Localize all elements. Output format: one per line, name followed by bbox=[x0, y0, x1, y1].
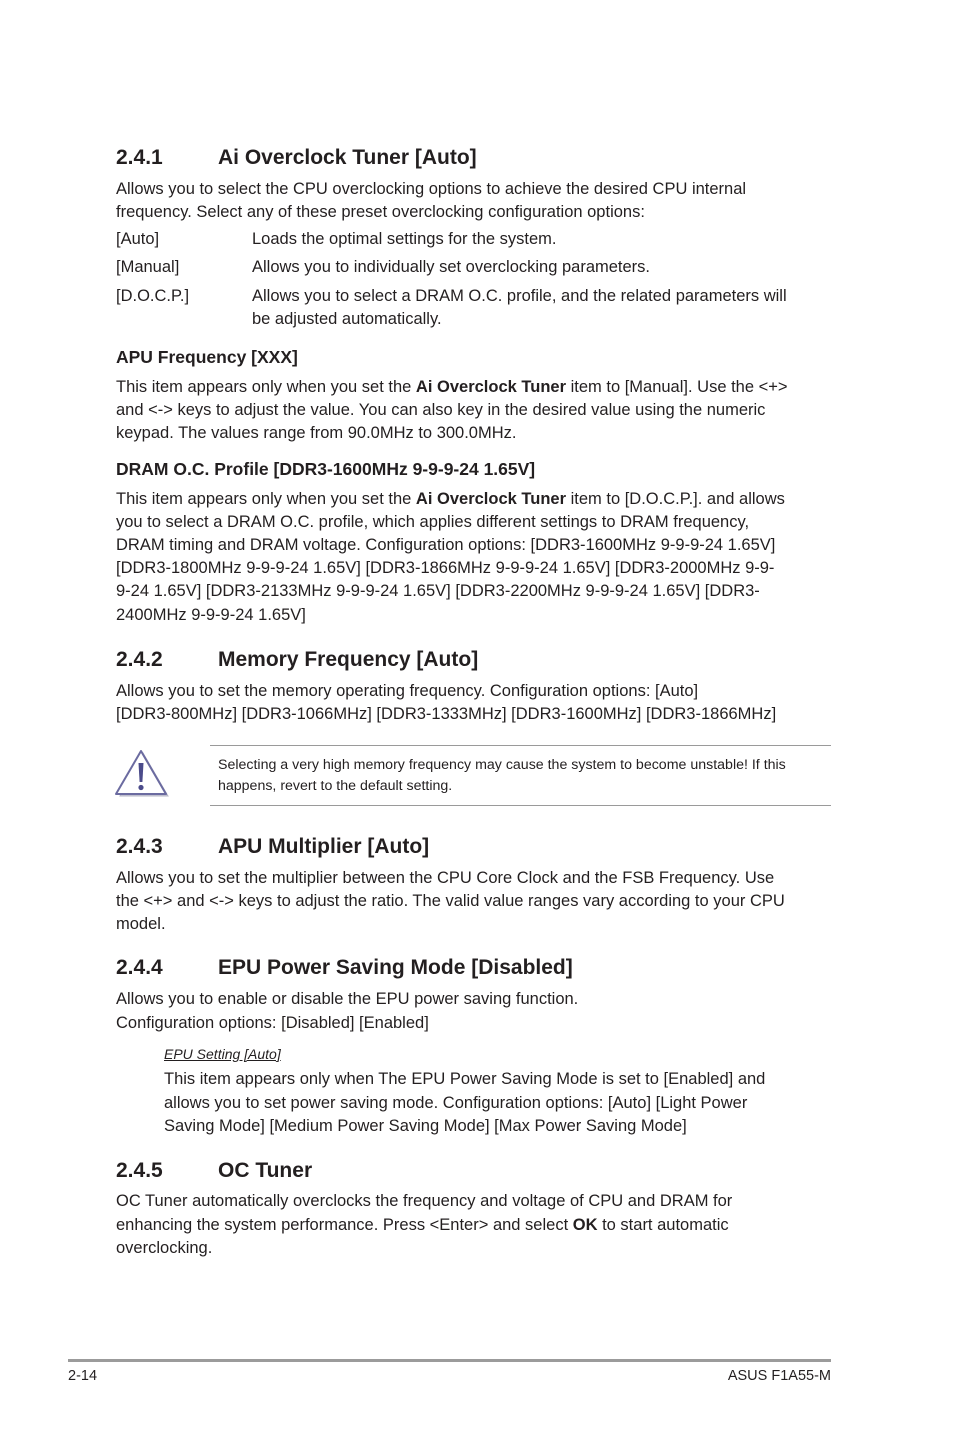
note-line: Selecting a very high memory frequency may cause the system to become unstable! If this bbox=[218, 757, 786, 773]
option-key: [Auto] bbox=[116, 230, 160, 248]
page-number: 2-14 bbox=[68, 1368, 98, 1384]
section-heading-2-4-2 bbox=[116, 648, 478, 672]
option-desc: Allows you to individually set overclocking parameters. bbox=[252, 258, 651, 276]
paragraph-line: keypad. The values range from 90.0MHz to 300.0MHz. bbox=[116, 424, 517, 442]
paragraph-line: the <+> and <-> keys to adjust the ratio. The valid value ranges vary according to your CPU bbox=[116, 892, 785, 910]
product-name: ASUS F1A55-M bbox=[727, 1368, 831, 1384]
subheading-dram-profile: DRAM O.C. Profile [DDR3-1600MHz 9-9-9-24 1.65V] bbox=[116, 459, 536, 479]
section-title: OC Tuner bbox=[218, 1159, 313, 1182]
paragraph-line: This item appears only when you set the Ai Overclock Tuner item to [Manual]. Use the <+> bbox=[116, 378, 788, 396]
option-desc: be adjusted automatically. bbox=[252, 310, 442, 328]
section-number: 2.4.5 bbox=[116, 1159, 163, 1182]
section-title: APU Multiplier [Auto] bbox=[218, 835, 430, 858]
section-title: Ai Overclock Tuner [Auto] bbox=[218, 146, 477, 169]
paragraph-line: 9-24 1.65V] [DDR3-2133MHz 9-9-9-24 1.65V] [DDR3-2200MHz 9-9-9-24 1.65V] [DDR3- bbox=[116, 582, 760, 600]
section-heading-2-4-3 bbox=[116, 835, 429, 859]
paragraph-line: Allows you to enable or disable the EPU power saving function. bbox=[116, 990, 579, 1008]
note-line: happens, revert to the default setting. bbox=[218, 778, 453, 794]
footer-rule bbox=[68, 1359, 831, 1362]
paragraph-line: Allows you to set the multiplier between the CPU Core Clock and the FSB Frequency. Use bbox=[116, 869, 775, 887]
paragraph-line: This item appears only when The EPU Power Saving Mode is set to [Enabled] and bbox=[164, 1070, 766, 1088]
note-bottom-rule bbox=[210, 805, 831, 806]
option-key: [D.O.C.P.] bbox=[116, 287, 190, 305]
section-heading-2-4-1 bbox=[116, 146, 477, 170]
section-heading-2-4-5 bbox=[116, 1159, 312, 1183]
paragraph-line: Saving Mode] [Medium Power Saving Mode] [Max Power Saving Mode] bbox=[164, 1117, 687, 1135]
section-heading-2-4-4 bbox=[116, 956, 573, 980]
paragraph-line: DRAM timing and DRAM voltage. Configuration options: [DDR3-1600MHz 9-9-9-24 1.65V] bbox=[116, 536, 776, 554]
section-number: 2.4.1 bbox=[116, 146, 163, 169]
warning-icon bbox=[114, 749, 170, 799]
section-number: 2.4.3 bbox=[116, 835, 163, 858]
section-number: 2.4.4 bbox=[116, 956, 163, 979]
paragraph-line: Allows you to set the memory operating frequency. Configuration options: [Auto] bbox=[116, 682, 699, 700]
paragraph-line: [DDR3-800MHz] [DDR3-1066MHz] [DDR3-1333MHz] [DDR3-1600MHz] [DDR3-1866MHz] bbox=[116, 705, 777, 723]
option-key: [Manual] bbox=[116, 258, 180, 276]
paragraph-line: you to select a DRAM O.C. profile, which applies different settings to DRAM frequency, bbox=[116, 513, 750, 531]
paragraph-line: Configuration options: [Disabled] [Enabled] bbox=[116, 1014, 429, 1032]
option-desc: Allows you to select a DRAM O.C. profile, and the related parameters will bbox=[252, 287, 787, 305]
paragraph-line: This item appears only when you set the Ai Overclock Tuner item to [D.O.C.P.]. and allows bbox=[116, 490, 785, 508]
paragraph-line: overclocking. bbox=[116, 1239, 213, 1257]
paragraph-line: [DDR3-1800MHz 9-9-9-24 1.65V] [DDR3-1866MHz 9-9-9-24 1.65V] [DDR3-2000MHz 9-9- bbox=[116, 559, 775, 577]
paragraph-line: OC Tuner automatically overclocks the frequency and voltage of CPU and DRAM for bbox=[116, 1192, 733, 1210]
paragraph-line: frequency. Select any of these preset overclocking configuration options: bbox=[116, 203, 645, 221]
paragraph-line: and <-> keys to adjust the value. You can also key in the desired value using the numeric bbox=[116, 401, 766, 419]
paragraph-line: enhancing the system performance. Press <Enter> and select OK to start automatic bbox=[116, 1216, 729, 1234]
paragraph-line: Allows you to select the CPU overclocking options to achieve the desired CPU internal bbox=[116, 180, 747, 198]
section-title: Memory Frequency [Auto] bbox=[218, 648, 479, 671]
option-desc: Loads the optimal settings for the system. bbox=[252, 230, 557, 248]
note-top-rule bbox=[210, 745, 831, 746]
paragraph-line: 2400MHz 9-9-9-24 1.65V] bbox=[116, 606, 306, 624]
section-title: EPU Power Saving Mode [Disabled] bbox=[218, 956, 573, 979]
subitem-epu-setting: EPU Setting [Auto] bbox=[164, 1046, 281, 1062]
paragraph-line: allows you to set power saving mode. Configuration options: [Auto] [Light Power bbox=[164, 1094, 748, 1112]
section-number: 2.4.2 bbox=[116, 648, 163, 671]
subheading-apu-frequency: APU Frequency [XXX] bbox=[116, 347, 298, 367]
paragraph-line: model. bbox=[116, 915, 166, 933]
